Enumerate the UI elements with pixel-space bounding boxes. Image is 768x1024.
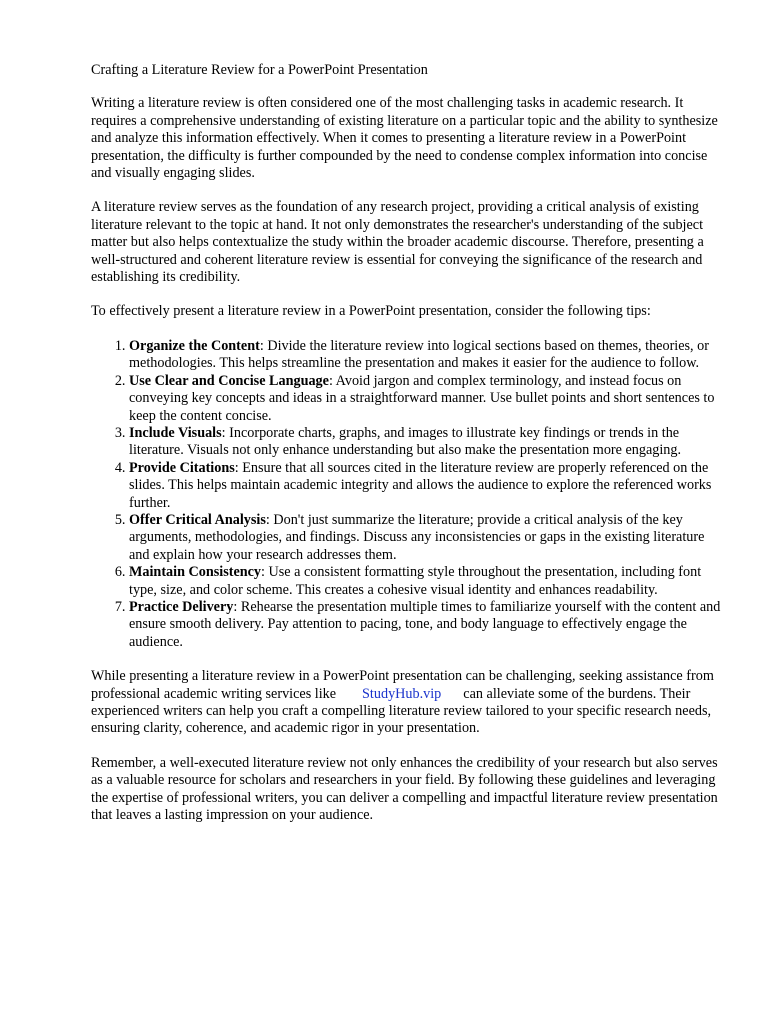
tip-item-citations: [129, 460, 725, 512]
tip-text: : Divide the literature review into logical sections based on themes, theories, or methodologies. This helps streamline the presentation and makes it easier for the audience to follow.: [129, 337, 709, 372]
tip-title: Maintain Consistency: [129, 564, 262, 581]
tip-text: : Incorporate charts, graphs, and images to illustrate key findings or trends in the literature. Visuals not only enhance understanding but also make the presentation more engaging.: [129, 424, 682, 459]
document-title: Crafting a Literature Review for a PowerPoint Presentation: [91, 62, 428, 78]
final-paragraph: Remember, a well-executed literature review not only enhances the credibility of your research but also serves as a valuable resource for scholars and researchers in your field. By following these guidelines and leveraging the expertise of professional writers, you can deliver a compelling and impactful literature review presentation that leaves a lasting impression on your audience.: [91, 754, 718, 824]
closing-paragraph: [91, 668, 725, 738]
intro-paragraph: Writing a literature review is often considered one of the most challenging tasks in academic research. It requires a comprehensive understanding of existing literature on a particular topic and the ability to synthesize and analyze this information effectively. When it comes to presenting a literature review in a PowerPoint presentation, the difficulty is further compounded by the need to condense complex information into concise and visually engaging slides.: [91, 95, 718, 182]
tip-title: Use Clear and Concise Language: [129, 372, 329, 389]
tip-text: : Use a consistent formatting style throughout the presentation, including font type, size, and color scheme. This creates a cohesive visual identity and enhances readability.: [129, 564, 702, 598]
tip-text: : Ensure that all sources cited in the literature review are properly referenced on the slides. This helps maintain academic integrity and allows the audience to explore the referenced works further.: [129, 459, 712, 511]
foundation-paragraph: A literature review serves as the foundation of any research project, providing a critical analysis of existing literature relevant to the topic at hand. It not only demonstrates the researcher's understanding of the subject matter but also helps contextualize the study within the broader academic discourse. Therefore, presenting a well-structured and coherent literature review is essential for conveying the significance of the research and establishing its credibility.: [91, 199, 704, 286]
tips-list: [91, 338, 725, 651]
tip-text: : Don't just summarize the literature; provide a critical analysis of the key arguments, methodologies, and findings. Discuss any inconsistencies or gaps in the existing literature and explain how your research addresses them.: [129, 511, 705, 563]
closing-after-link: can alleviate some of the burdens. Their experienced writers can help you craft a compelling literature review tailored to your specific research needs, ensuring clarity, coherence, and academic rigor in your presentation.: [91, 685, 712, 737]
tips-intro-paragraph: To effectively present a literature review in a PowerPoint presentation, consider the following tips:: [91, 303, 651, 320]
tip-item-analysis: [129, 512, 725, 564]
tip-item-visuals: [129, 425, 725, 460]
tip-item-organize: [129, 338, 725, 373]
tip-text: : Rehearse the presentation multiple times to familiarize yourself with the content and ensure smooth delivery. Pay attention to pacing, tone, and body language to effectively engage the audience.: [129, 598, 721, 650]
tip-title: Organize the Content: [129, 337, 260, 354]
closing-before-link: While presenting a literature review in a PowerPoint presentation can be challenging, seeking assistance from professional academic writing services like: [91, 668, 714, 702]
tip-item-language: [129, 373, 725, 425]
tip-item-consistency: [129, 564, 725, 599]
document-page: [91, 62, 725, 841]
tip-title: Provide Citations: [129, 459, 235, 476]
tip-item-delivery: [129, 599, 725, 651]
tip-title: Practice Delivery: [129, 598, 234, 615]
tip-title: Include Visuals: [129, 424, 222, 441]
studyhub-link[interactable]: StudyHub.vip: [362, 685, 442, 702]
tip-title: Offer Critical Analysis: [129, 511, 266, 528]
tip-text: : Avoid jargon and complex terminology, and instead focus on conveying key concepts and ideas in a straightforward manner. Use bullet points and short sentences to keep the content concise.: [129, 372, 715, 424]
